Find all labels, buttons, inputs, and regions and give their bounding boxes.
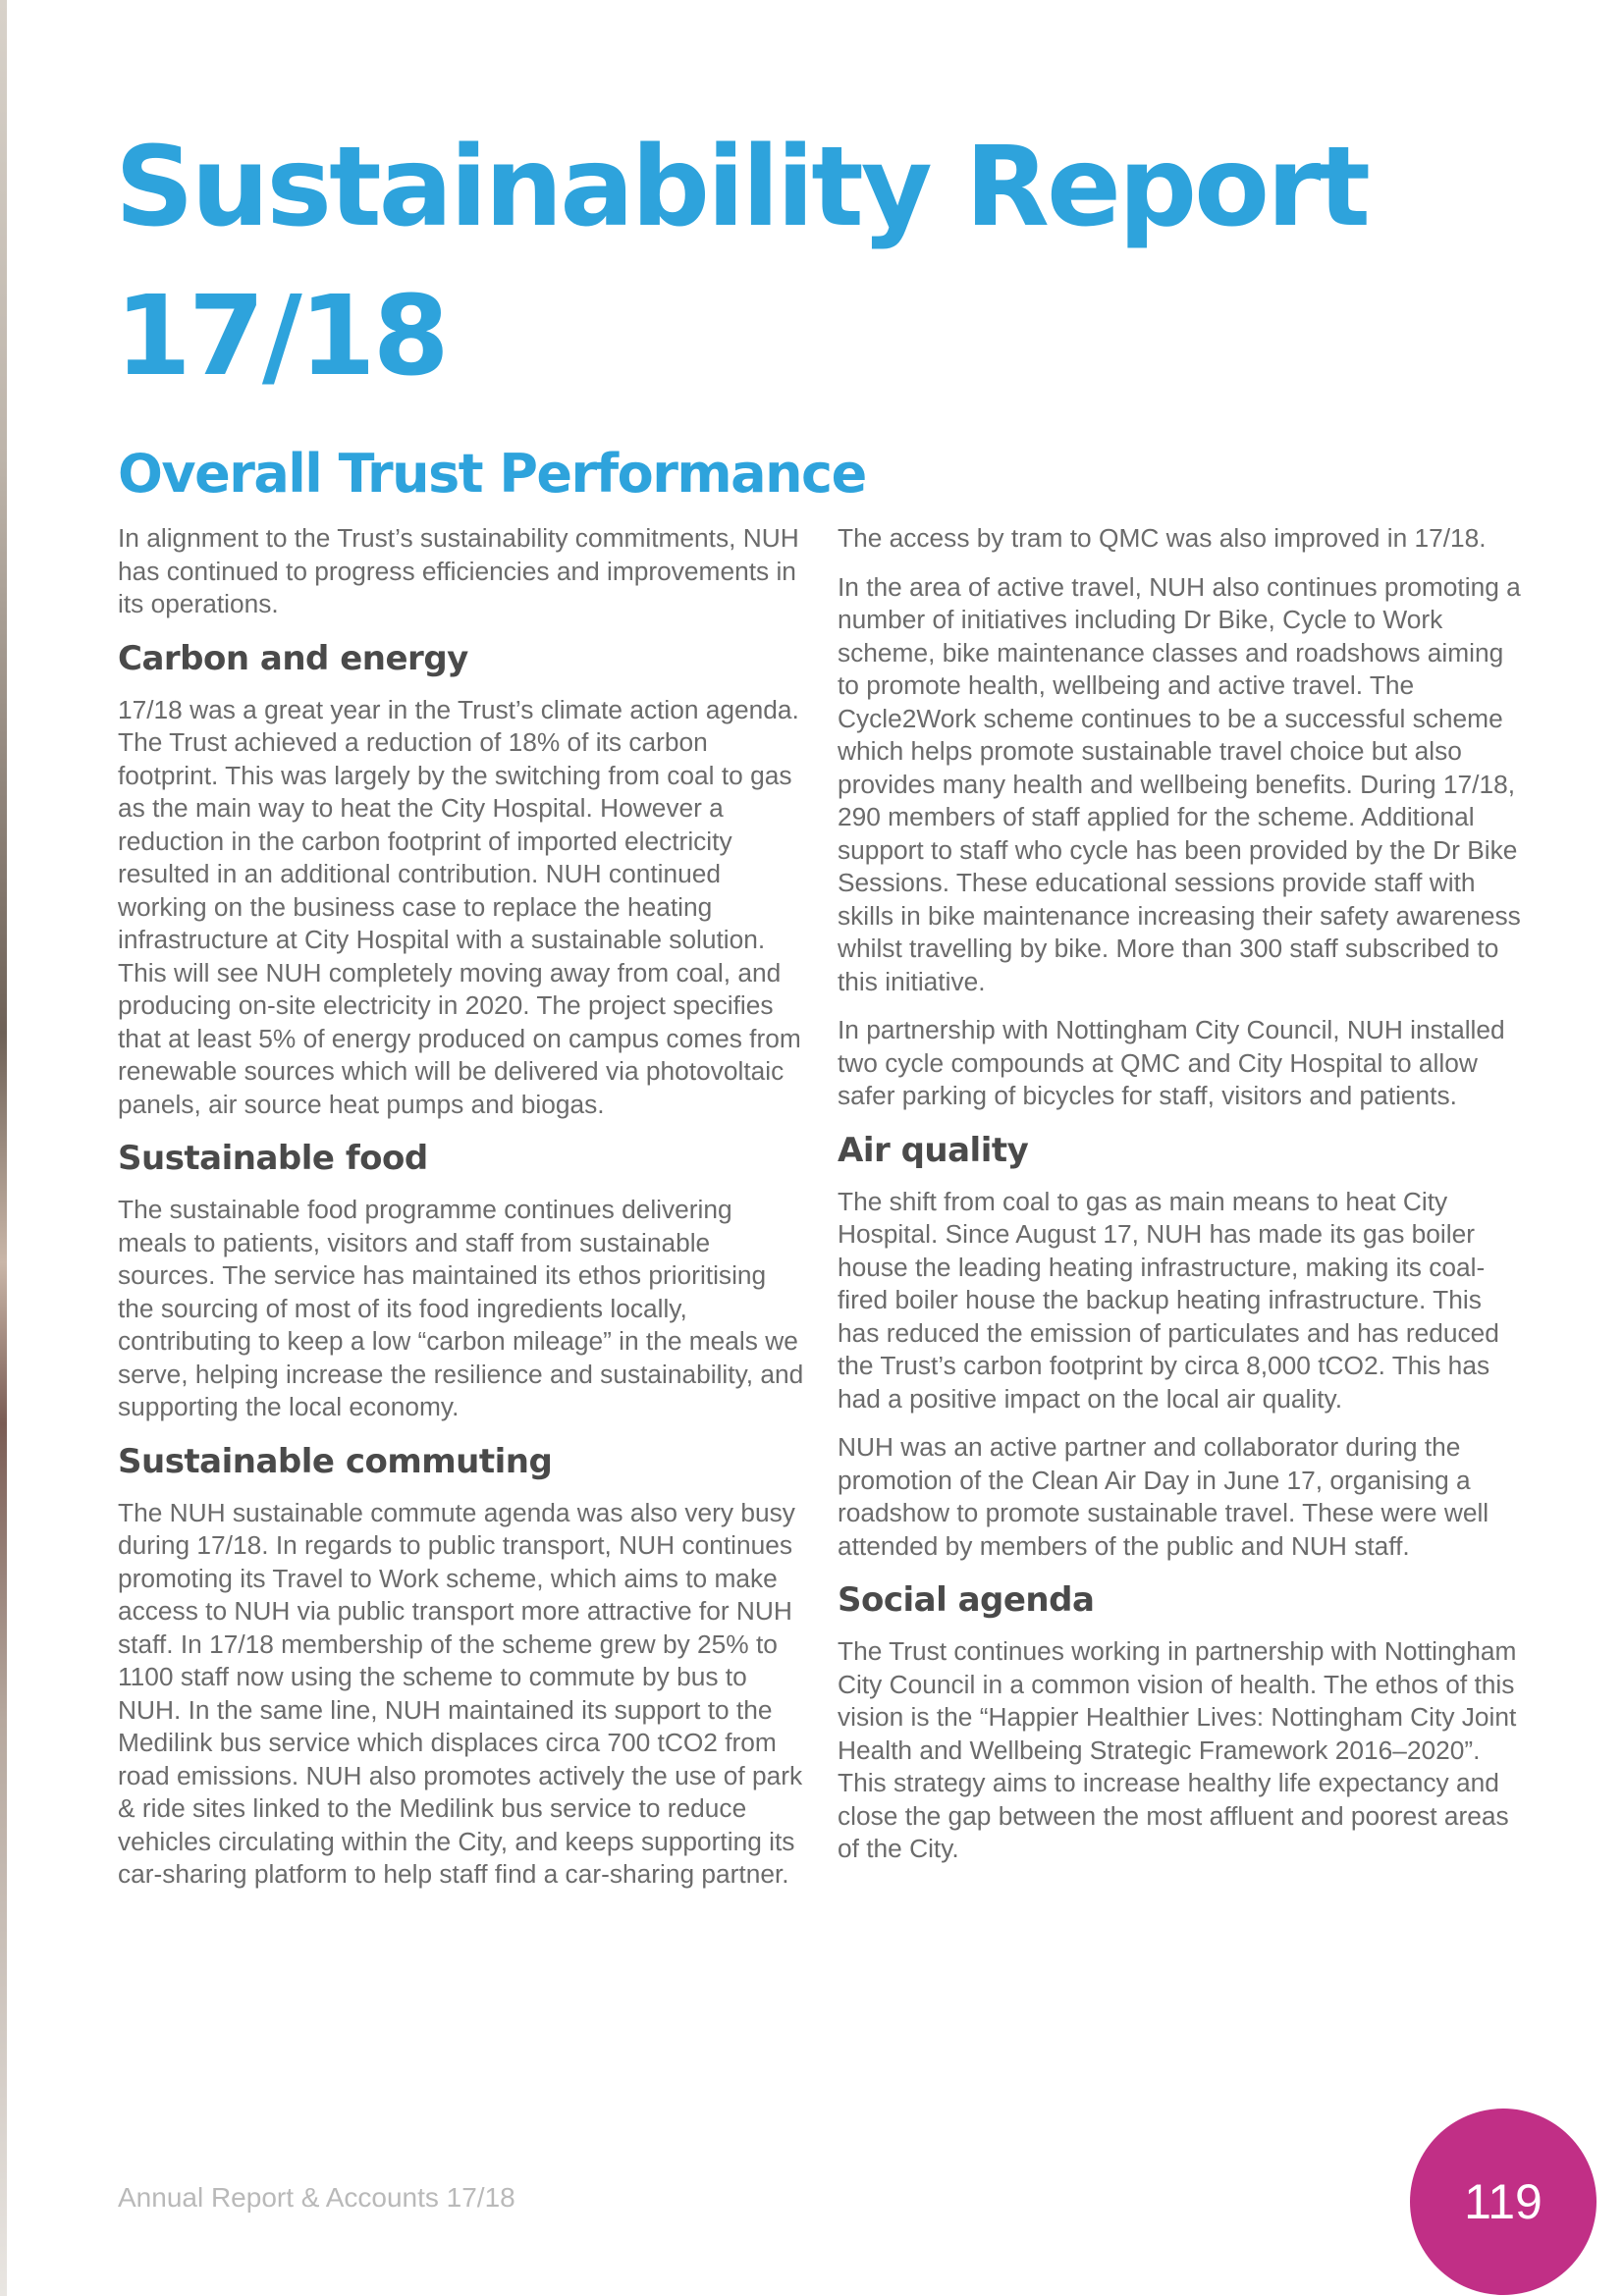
tram-paragraph: The access by tram to QMC was also improved in 17/18. — [838, 523, 1487, 553]
carbon-paragraph: 17/18 was a great year in the Trust’s climate action agenda. The Trust achieved a reduction of 18% of its carbon footprint. This was largely by the switching from coal to gas as the main way to heat the City Hospital. However a reduction in the carbon footprint of imported electricity resulted in an additional contribution. NUH continued working on the business case to replace the heating infrastructure at City Hospital with a sustainable solution. This will see NUH completely moving away from coal, and producing on-site electricity in 2020. The project specifies that at least 5% of energy produced on campus comes from renewable sources which will be delivered via photovoltaic panels, air source heat pumps and biogas. — [118, 694, 801, 1119]
cycle-compounds-paragraph: In partnership with Nottingham City Council, NUH installed two cycle compounds at QMC and City Hospital to allow safer parking of bicycles for staff, visitors and patients. — [838, 1015, 1505, 1110]
right-column — [838, 522, 1525, 1882]
left-column — [118, 522, 805, 1907]
page-edge-strip — [0, 0, 7, 2296]
report-title-line1: Sustainability Report — [115, 124, 1368, 251]
social-agenda-heading: Social agenda — [838, 1580, 1095, 1620]
carbon-heading: Carbon and energy — [118, 638, 468, 678]
page-number-badge — [1410, 2109, 1597, 2295]
intro-paragraph: In alignment to the Trust’s sustainability commitments, NUH has continued to progress efficiencies and improvements in its operations. — [118, 523, 799, 618]
food-paragraph: The sustainable food programme continues delivering meals to patients, visitors and staff from sustainable sources. The service has maintained its ethos prioritising the sourcing of most of its food ingredients locally, contributing to keep a low “carbon mileage” in the meals we serve, helping increase the resilience and sustainability, and supporting the local economy. — [118, 1195, 804, 1421]
commuting-heading: Sustainable commuting — [118, 1441, 553, 1481]
air-quality-paragraph-2: NUH was an active partner and collaborator during the promotion of the Clean Air Day in June 17, organising a roadshow to promote sustainable travel. These were well attended by members of the public and NUH staff. — [838, 1432, 1489, 1561]
social-agenda-paragraph: The Trust continues working in partnership with Nottingham City Council in a common vision of health. The ethos of this vision is the “Happier Healthier Lives: Nottingham City Joint Health and Wellbeing Strategic Framework 2016–2020”. This strategy aims to increase healthy life expectancy and close the gap between the most affluent and poorest areas of the City. — [838, 1636, 1517, 1863]
commuting-paragraph: The NUH sustainable commute agenda was also very busy during 17/18. In regards to public transport, NUH continues promoting its Travel to Work scheme, which aims to make access to NUH via public transport more attractive for NUH staff. In 17/18 membership of the scheme grew by 25% to 1100 staff now using the scheme to commute by bus to NUH. In the same line, NUH maintained its support to the Medilink bus service which displaces circa 700 tCO2 from road emissions. NUH also promotes actively the use of park & ride sites linked to the Medilink bus service to reduce vehicles circulating within the City, and keeps supporting its car-sharing platform to help staff find a car-sharing partner. — [118, 1497, 803, 1889]
active-travel-paragraph: In the area of active travel, NUH also continues promoting a number of initiatives including Dr Bike, Cycle to Work scheme, bike maintenance classes and roadshows aiming to promote health, wellbeing and active travel. The Cycle2Work scheme continues to be a successful scheme which helps promote sustainable travel choice but also provides many health and wellbeing benefits. During 17/18, 290 members of staff applied for the scheme. Additional support to staff who cycle has been provided by the Dr Bike Sessions. These educational sessions provide staff with skills in bike maintenance increasing their safety awareness whilst travelling by bike. More than 300 staff subscribed to this initiative. — [838, 571, 1521, 996]
air-quality-paragraph-1: The shift from coal to gas as main means to heat City Hospital. Since August 17, NUH has made its gas boiler house the leading heating infrastructure, making its coal-fired boiler house the backup heating infrastructure. This has reduced the emission of particulates and has reduced the Trust’s carbon footprint by circa 8,000 tCO2. This has had a positive impact on the local air quality. — [838, 1186, 1499, 1414]
section-title: Overall Trust Performance — [118, 443, 866, 505]
page-number: 119 — [1464, 2174, 1543, 2229]
report-title — [115, 113, 1368, 411]
food-heading: Sustainable food — [118, 1139, 428, 1178]
report-title-line2: 17/18 — [115, 273, 447, 400]
footer-report-name: Annual Report & Accounts 17/18 — [118, 2182, 515, 2213]
air-quality-heading: Air quality — [838, 1130, 1029, 1170]
